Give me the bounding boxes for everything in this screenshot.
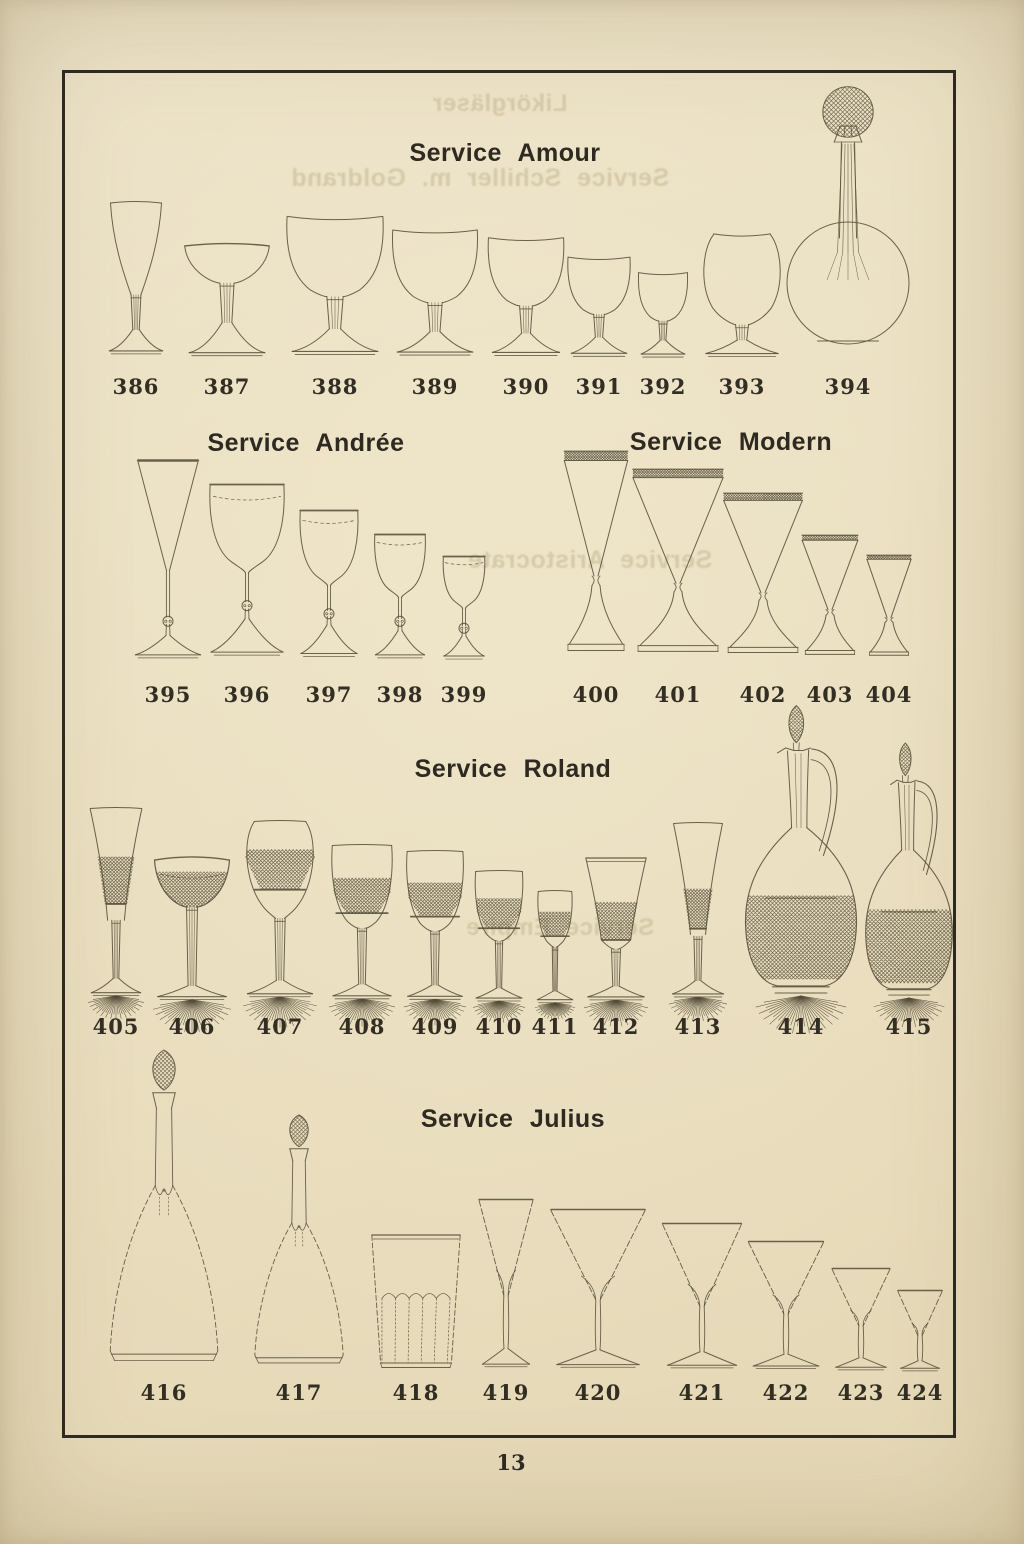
item-number: 392 bbox=[639, 374, 687, 399]
page-number: 13 bbox=[496, 1450, 526, 1475]
item-number: 398 bbox=[376, 682, 424, 707]
item-number: 396 bbox=[223, 682, 271, 707]
item-number: 400 bbox=[572, 682, 620, 707]
section-title-roland: Service Roland bbox=[414, 755, 612, 783]
item-number: 409 bbox=[411, 1014, 459, 1039]
glassware-drawing bbox=[419, 554, 509, 672]
item-number: 402 bbox=[739, 682, 787, 707]
item-number: 395 bbox=[144, 682, 192, 707]
item-number: 413 bbox=[674, 1014, 722, 1039]
item-number: 399 bbox=[440, 682, 488, 707]
item-number: 390 bbox=[502, 374, 550, 399]
item-number: 407 bbox=[256, 1014, 304, 1039]
item-number: 393 bbox=[718, 374, 766, 399]
item-number: 401 bbox=[654, 682, 702, 707]
bleedthrough-text: Service Empire bbox=[465, 914, 655, 941]
bleedthrough-text: Service Schiller m. Goldrand bbox=[290, 164, 670, 192]
item-number: 419 bbox=[482, 1380, 530, 1405]
glassware-drawing bbox=[875, 1289, 965, 1382]
item-number: 394 bbox=[824, 374, 872, 399]
item-number: 420 bbox=[574, 1380, 622, 1405]
item-number: 411 bbox=[531, 1014, 579, 1039]
bleedthrough-text: Service Aristocrate bbox=[467, 546, 713, 574]
item-number: 424 bbox=[896, 1380, 944, 1405]
item-number: 403 bbox=[806, 682, 854, 707]
item-number: 404 bbox=[865, 682, 913, 707]
glassware-drawing bbox=[231, 1113, 367, 1382]
item-number: 412 bbox=[592, 1014, 640, 1039]
item-number: 397 bbox=[305, 682, 353, 707]
item-number: 387 bbox=[203, 374, 251, 399]
item-number: 414 bbox=[777, 1014, 825, 1039]
section-title-modern: Service Modern bbox=[629, 428, 833, 456]
section-title-julius: Service Julius bbox=[420, 1105, 606, 1133]
item-number: 386 bbox=[112, 374, 160, 399]
glassware-drawing bbox=[763, 86, 933, 366]
glassware-drawing bbox=[86, 1048, 242, 1382]
item-number: 388 bbox=[311, 374, 359, 399]
section-title-amour: Service Amour bbox=[409, 139, 601, 167]
item-number: 410 bbox=[475, 1014, 523, 1039]
item-number: 408 bbox=[338, 1014, 386, 1039]
glassware-drawing bbox=[841, 739, 977, 1020]
item-number: 416 bbox=[140, 1380, 188, 1405]
item-number: 389 bbox=[411, 374, 459, 399]
item-number: 423 bbox=[837, 1380, 885, 1405]
section-title-andree: Service Andrée bbox=[207, 429, 405, 457]
item-number: 406 bbox=[168, 1014, 216, 1039]
bleedthrough-text: Likörgläser bbox=[432, 90, 568, 117]
item-number: 405 bbox=[92, 1014, 140, 1039]
item-number: 418 bbox=[392, 1380, 440, 1405]
item-number: 417 bbox=[275, 1380, 323, 1405]
item-number: 421 bbox=[678, 1380, 726, 1405]
item-number: 415 bbox=[885, 1014, 933, 1039]
item-number: 391 bbox=[575, 374, 623, 399]
glassware-drawing bbox=[844, 554, 934, 670]
item-number: 422 bbox=[762, 1380, 810, 1405]
